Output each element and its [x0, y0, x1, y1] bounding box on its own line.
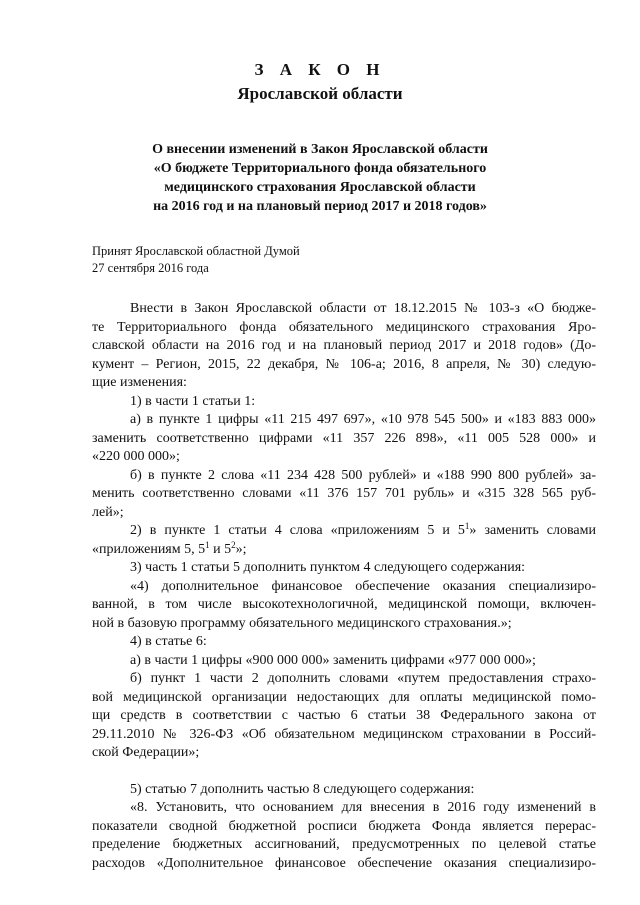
body-line: те Территориального фонда обязательного медицинского страхования Яро- [92, 319, 596, 335]
superscript: 1 [205, 539, 210, 550]
body-line: пределение бюджетных ассигнований, предусмотренных по целевой статье [92, 837, 596, 852]
body-line: менить соответственно словами «11 376 157 701 рубль» и «315 328 565 руб- [92, 486, 596, 501]
body-line: лей»; [92, 504, 124, 520]
body-line: ной в базовую программу обязательного медицинского страхования.»; [92, 615, 512, 631]
body-line: а) в пункте 1 цифры «11 215 497 697», «10 978 545 500» и «183 883 000» [130, 412, 596, 427]
body-text: и 5 [209, 541, 232, 557]
body-line: 5) статью 7 дополнить частью 8 следующего содержания: [130, 781, 475, 797]
body-text: «приложениям 5, 5 [92, 541, 206, 557]
law-title-line: на 2016 год и на плановый период 2017 и 2018 годов» [153, 199, 487, 214]
body-line: расходов «Дополнительное финансовое обеспечение оказания специализиро- [92, 855, 596, 871]
law-title [0, 140, 640, 216]
body-text: »; [235, 541, 247, 557]
superscript: 2 [231, 539, 236, 550]
body-line: 4) в статье 6: [130, 634, 207, 649]
law-title-line: О внесении изменений в Закон Ярославской области [152, 142, 488, 157]
body-line: щие изменения: [92, 375, 187, 390]
body-line: Внести в Закон Ярославской области от 18.12.2015 № 103-з «О бюдже- [130, 301, 596, 316]
paragraph-gap [92, 763, 596, 781]
adopted-by: Принят Ярославской областной Думой [92, 244, 300, 258]
body-line: б) пункт 1 части 2 дополнить словами «путем предоставления страхо- [130, 671, 596, 686]
body-text: 2) в пункте 1 статьи 4 слова «приложениям 5 и 5 [130, 523, 465, 538]
adopted-date: 27 сентября 2016 года [92, 261, 209, 275]
law-title-line: «О бюджете Территориального фонда обязательного [153, 161, 487, 176]
adoption-note [92, 243, 300, 277]
body-line: 29.11.2010 № 326-ФЗ «Об обязательном медицинском страховании в Россий- [92, 726, 596, 742]
body-line [92, 522, 596, 541]
body-line: «4) дополнительное финансовое обеспечение оказания специализиро- [130, 578, 596, 594]
body-line: а) в части 1 цифры «900 000 000» заменить цифрами «977 000 000»; [130, 652, 536, 668]
body-line: б) в пункте 2 слова «11 234 428 500 рублей» и «188 990 800 рублей» за- [130, 467, 596, 483]
body-line: вой медицинской организации недостающих для оплаты медицинской помо- [92, 689, 596, 705]
body-line: показатели сводной бюджетной росписи бюджета Фонда является перерас- [92, 818, 596, 834]
region-heading: Ярославской области [237, 84, 403, 103]
law-title-line: медицинского страхования Ярославской области [164, 180, 476, 195]
superscript: 1 [464, 521, 470, 531]
body-line [92, 541, 596, 560]
body-line: ской Федерации»; [92, 745, 200, 760]
body-line: кумент – Регион, 2015, 22 декабря, № 106-а; 2016, 8 апреля, № 30) следую- [92, 356, 596, 372]
body-line: ванной, в том числе высокотехнологичной, медицинской помощи, включен- [92, 597, 596, 612]
body-line: «8. Установить, что основанием для внесения в 2016 году изменений в [130, 800, 596, 815]
body-line: 3) часть 1 статьи 5 дополнить пунктом 4 следующего содержания: [130, 560, 526, 575]
body-text: » заменить словами [469, 523, 597, 538]
body-line: 1) в части 1 статьи 1: [130, 393, 256, 409]
body-line: щи средств в соответствии с частью 6 статьи 38 Федерального закона от [92, 708, 596, 723]
body-line: славской области на 2016 год и на плановый период 2017 и 2018 годов» (До- [92, 338, 596, 353]
body-line: «220 000 000»; [92, 449, 180, 464]
body-line: заменить соответственно цифрами «11 357 226 898», «11 005 528 000» и [92, 430, 596, 446]
law-heading: З А К О Н [254, 60, 386, 79]
law-body [92, 300, 596, 873]
